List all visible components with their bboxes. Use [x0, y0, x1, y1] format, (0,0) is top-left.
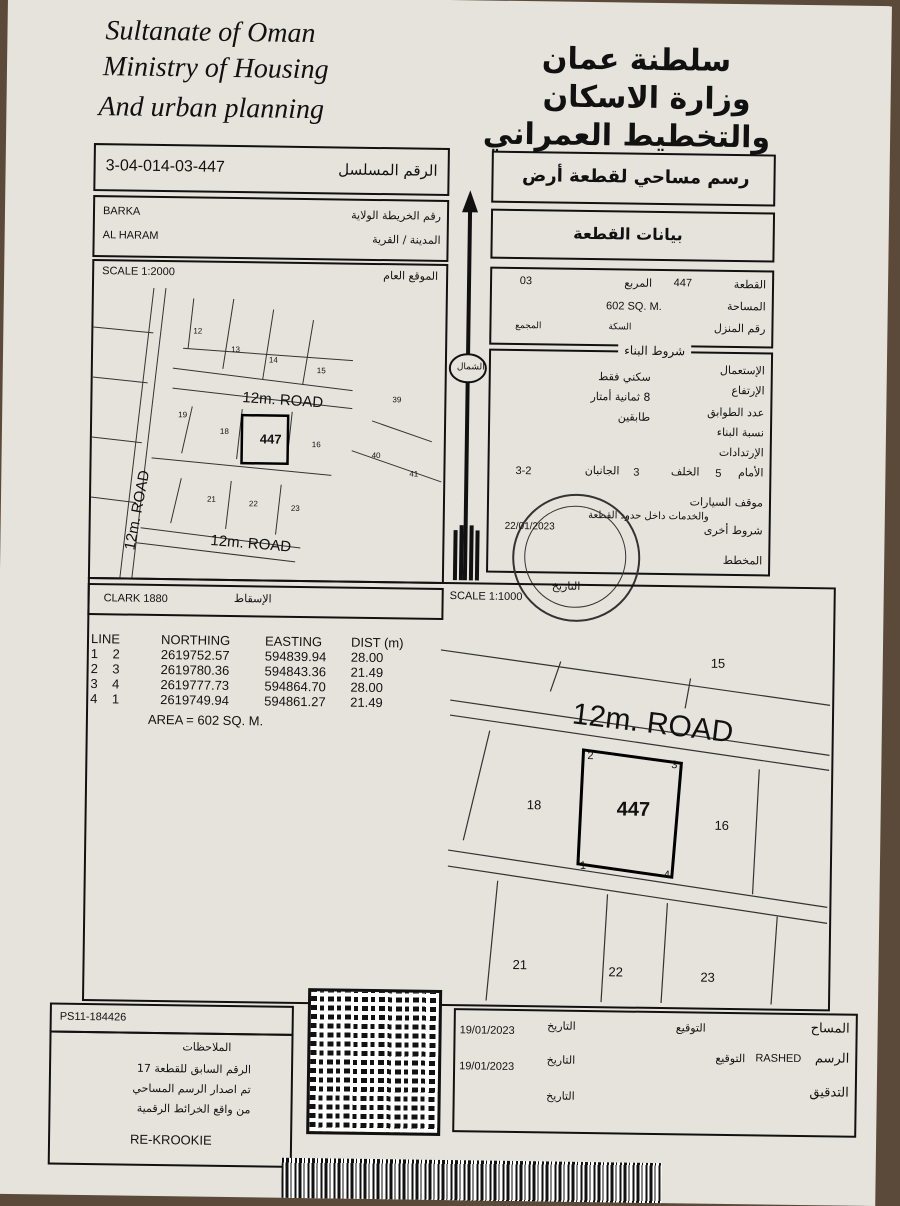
floors-label: عدد الطوابق — [707, 405, 765, 420]
back-value: 3 — [633, 466, 640, 479]
location-box — [92, 195, 449, 262]
doc-title: رسم مساحي لقطعة أرض — [521, 165, 750, 190]
back-label: الخلف — [670, 465, 700, 479]
corner-label: 2 — [587, 749, 594, 763]
sides-label: الجانبان — [584, 463, 620, 478]
notes-title: الملاحظات — [182, 1040, 232, 1055]
other-conditions-label: شروط أخرى — [703, 523, 763, 538]
serial-number: 3-04-014-03-447 — [105, 157, 225, 176]
detail-map-road: 12m. ROAD — [570, 697, 736, 750]
neighbor-plot: 23 — [700, 969, 715, 985]
detail-map-scale: SCALE 1:1000 — [449, 590, 523, 604]
general-map-plot: 41 — [409, 469, 419, 479]
neighbor-plot: 15 — [710, 655, 726, 671]
use-label: الإستعمال — [719, 363, 765, 378]
projection-label: الإسقاط — [233, 592, 272, 606]
general-map-plot: 14 — [268, 355, 278, 365]
general-map-plot: 39 — [392, 395, 402, 405]
general-map-plot: 13 — [231, 344, 241, 355]
table-row: 2 3 2619780.36 594843.36 21.49 — [90, 661, 384, 681]
notes-line: RE-KROOKIE — [129, 1131, 212, 1148]
header-ar-line3: والتخطيط العمراني — [482, 116, 771, 156]
street-label: السكة — [608, 322, 632, 333]
sign-label: التوقيع — [715, 1051, 746, 1066]
wilaya-label: رقم الخريطة الولاية — [351, 208, 442, 223]
floors-value: طابقين — [617, 410, 651, 424]
notes-box — [48, 1031, 294, 1168]
barcode — [281, 1158, 662, 1203]
plot-data-title-box — [490, 209, 775, 263]
general-map-road2: 12m. ROAD — [209, 531, 292, 556]
general-map-plot: 21 — [206, 494, 216, 504]
neighbor-plot: 16 — [714, 817, 730, 833]
general-map-plot: 18 — [219, 426, 229, 436]
height-label: الإرتفاع — [731, 383, 765, 398]
general-map-label: الموقع العام — [383, 269, 439, 283]
general-map-plot: 16 — [311, 440, 321, 450]
sign-label: التوقيع — [675, 1021, 706, 1035]
ratio-label: نسبة البناء — [716, 425, 765, 440]
general-map-plot: 447 — [259, 431, 282, 447]
north-arrow-icon — [445, 190, 491, 591]
wilaya-value: BARKA — [102, 205, 141, 218]
general-map-plot: 12 — [193, 326, 203, 336]
building-title: شروط البناء — [618, 343, 691, 358]
date-label: التاريخ — [546, 1089, 575, 1103]
front-value: 5 — [715, 467, 722, 480]
coordinates-table — [90, 631, 410, 710]
header-en-line1: Sultanate of Oman — [105, 15, 316, 50]
general-map-road3: 12m. ROAD — [121, 468, 154, 552]
general-map-plot: 19 — [178, 410, 188, 420]
table-row: 4 1 2619749.94 594861.27 21.49 — [90, 691, 383, 711]
plot-label: القطعة — [733, 277, 767, 292]
detail-map-plot-number: 447 — [616, 798, 651, 821]
notes-line: من واقع الخرائط الرقمية — [136, 1101, 251, 1117]
village-value: AL HARAM — [102, 229, 159, 242]
parking-label: موقف السيارات — [689, 495, 764, 510]
general-map-plot: 22 — [248, 499, 258, 509]
complex-label: المجمع — [515, 320, 542, 332]
general-map-plot: 15 — [316, 366, 326, 376]
house-label: رقم المنزل — [713, 321, 766, 336]
area-value: 602 SQ. M. — [606, 300, 662, 313]
plot-info-box — [489, 267, 774, 349]
stamp-date-label: التاريخ — [551, 579, 581, 593]
header-en-line3: And urban planning — [98, 91, 325, 126]
plot-number: 447 — [673, 277, 693, 290]
sides-value: 3-2 — [515, 464, 532, 478]
doc-title-box — [491, 151, 776, 207]
notes-line: الرقم السابق للقطعة 17 — [136, 1061, 252, 1077]
drafter-name: RASHED — [755, 1052, 802, 1066]
general-map-plot: 23 — [290, 503, 300, 513]
area-total: AREA = 602 SQ. M. — [147, 711, 264, 729]
corner-label: 4 — [663, 869, 671, 882]
date-2: 19/01/2023 — [459, 1060, 515, 1073]
date-label: التاريخ — [546, 1053, 576, 1067]
stamp-date: 22/01/2023 — [504, 520, 555, 533]
date-1: 19/01/2023 — [459, 1024, 515, 1038]
coords-header: LINE — [90, 631, 121, 647]
notes-line: تم اصدار الرسم المساحي — [132, 1081, 251, 1097]
table-row: 3 4 2619777.73 594864.70 28.00 — [90, 676, 384, 696]
general-map-box — [88, 259, 448, 584]
coords-header: DIST (m) — [350, 634, 404, 651]
north-label: الشمال — [456, 362, 485, 373]
qr-code — [306, 988, 442, 1136]
coords-header: NORTHING — [160, 632, 231, 648]
surveyor-label: المساح — [810, 1021, 850, 1037]
date-label: التاريخ — [547, 1019, 576, 1033]
header-en-line2: Ministry of Housing — [102, 51, 329, 86]
village-label: المدينة / القرية — [372, 232, 441, 247]
coords-header: EASTING — [264, 633, 323, 650]
setbacks-label: الإرتدادات — [718, 445, 764, 460]
neighbor-plot: 22 — [608, 964, 624, 980]
serial-label: الرقم المسلسل — [338, 160, 438, 180]
area-label: المساحة — [727, 299, 766, 314]
ps-number: PS11-184426 — [59, 1010, 127, 1024]
neighbor-plot: 21 — [512, 956, 528, 973]
front-label: الأمام — [737, 466, 764, 480]
projection-value: CLARK 1880 — [103, 592, 168, 606]
checker-label: التدقيق — [809, 1085, 849, 1101]
block-number: 03 — [519, 275, 533, 288]
block-label: المربع — [624, 276, 653, 290]
general-map-scale: SCALE 1:2000 — [102, 265, 176, 279]
general-map-plot: 40 — [371, 450, 381, 461]
use-value: سكني فقط — [598, 370, 651, 384]
plot-data-title: بيانات القطعة — [573, 223, 683, 245]
drafter-label: الرسم — [814, 1051, 850, 1067]
corner-label: 3 — [671, 759, 678, 772]
general-map-road1: 12m. ROAD — [241, 389, 324, 412]
height-value: 8 ثمانية أمتار — [590, 390, 651, 404]
corner-label: 1 — [579, 859, 587, 872]
neighbor-plot: 18 — [526, 797, 542, 813]
signatures-box — [452, 1008, 858, 1138]
services-label: والخدمات داخل حدود القطعة — [588, 509, 709, 523]
plan-label: المخطط — [722, 553, 763, 568]
header-ar-line1: سلطنة عمان — [541, 41, 732, 79]
header-ar-line2: وزارة الاسكان — [542, 79, 751, 118]
table-row: 1 2 2619752.57 594839.94 28.00 — [90, 646, 384, 666]
serial-box — [93, 143, 450, 196]
